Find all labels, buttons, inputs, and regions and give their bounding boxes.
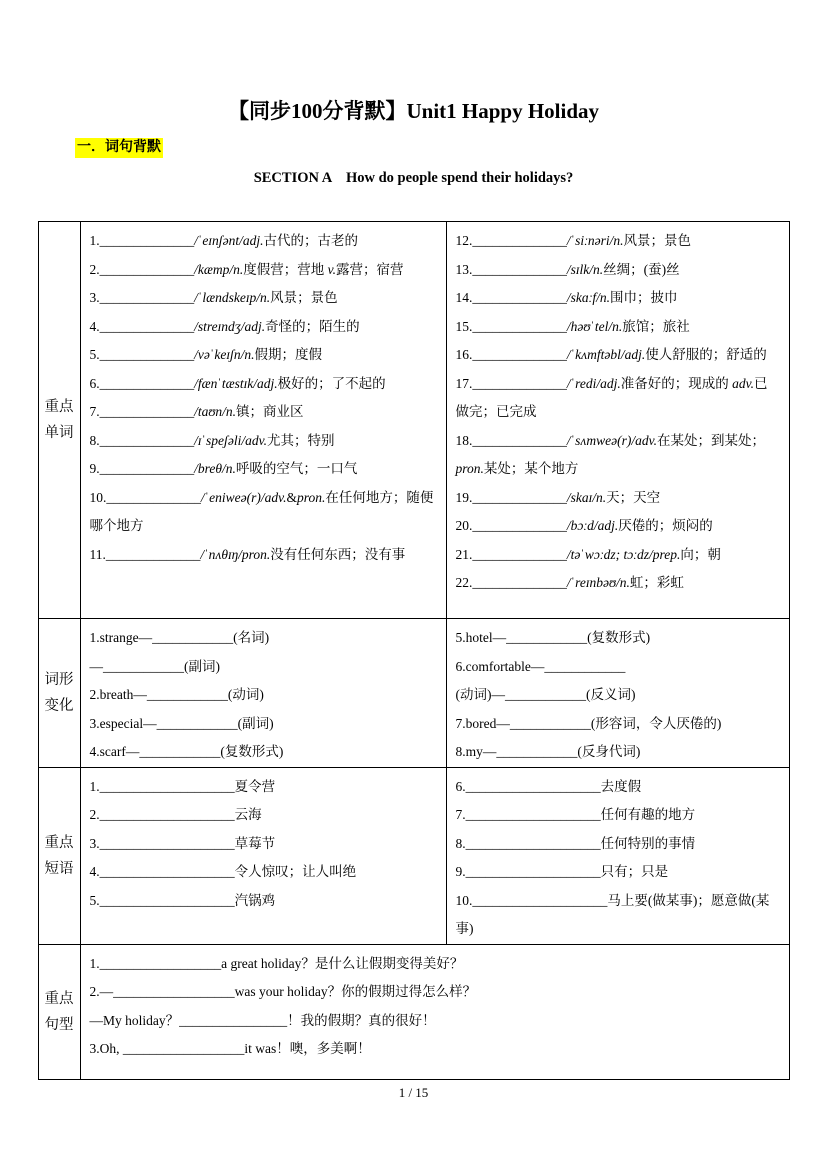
phonetic-or-pos: /vəˈkeɪʃn/ — [194, 347, 245, 362]
phonetic-or-pos: adj. — [242, 233, 264, 248]
section-heading: SECTION A How do people spend their holidays? — [253, 170, 574, 186]
row-header: 重点单词 — [38, 222, 80, 619]
phonetic-or-pos: /taʊn/ — [194, 404, 226, 419]
phonetic-or-pos: n. — [599, 290, 610, 305]
phonetic-or-pos: pron. — [297, 489, 326, 505]
entry-line: 7.____________________任何有趣的地方 — [455, 807, 696, 822]
entry-line: (动词)—____________(反义词) — [455, 687, 636, 702]
phonetic-or-pos: /breθ/ — [194, 461, 226, 476]
entry-line: 8.my—____________(反身代词) — [455, 744, 641, 759]
entry-line: 18.______________/ˈsʌmweə(r)/adv.在某处；到某处；pron.某处；某个地方 — [455, 432, 765, 476]
entry-line: 3.Oh, __________________it was！噢，多美啊！ — [89, 1041, 371, 1056]
entry-line: 21.______________/təˈwɔːdz; tɔːdz/prep.向；朝 — [455, 546, 721, 562]
phonetic-or-pos: n. — [233, 261, 244, 277]
entry-line: 5.hotel—____________(复数形式) — [455, 630, 651, 645]
entry-line: 6.comfortable—____________ — [455, 658, 626, 674]
entry-line: 4.______________/streɪndʒ/adj.奇怪的；陌生的 — [89, 318, 360, 334]
phonetic-or-pos: /ˈnʌθɪŋ/ — [200, 546, 242, 562]
phonetic-or-pos: adv. — [732, 375, 755, 391]
phonetic-or-pos: /kæmp/ — [194, 261, 234, 277]
phonetic-or-pos: /ˈsʌmweə(r)/ — [566, 432, 636, 448]
entry-line: 8.____________________任何特别的事情 — [455, 835, 696, 851]
phonetic-or-pos: /skɑːf/ — [566, 290, 600, 305]
page-title: 【同步100分背默】Unit1 Happy Holiday — [227, 99, 600, 123]
phonetic-or-pos: adj. — [600, 375, 621, 391]
entry-line: 9.____________________只有；只是 — [455, 864, 669, 879]
entry-line: 17.______________/ˈredi/adj.准备好的；现成的 adv.已做完；已完成 — [455, 375, 768, 419]
table-row — [38, 767, 789, 944]
phonetic-or-pos: n. — [260, 290, 271, 305]
phonetic-or-pos: adj. — [597, 518, 619, 533]
table-row — [38, 222, 789, 619]
entry-line: 3.____________________草莓节 — [89, 835, 276, 851]
section-label-highlighted: 一．词句背默 — [75, 138, 163, 158]
entry-line: 1.______________/ˈeɪnʃənt/adj.古代的；古老的 — [89, 233, 358, 248]
entry-line: 20.______________/bɔːd/adj.厌倦的；烦闷的 — [455, 518, 713, 533]
phonetic-or-pos: /ɪˈspeʃəli/ — [194, 432, 246, 448]
phonetic-or-pos: adv. — [264, 489, 287, 505]
phonetic-or-pos: v. — [327, 261, 336, 277]
phonetic-or-pos: /ˈlændskeɪp/ — [194, 290, 260, 305]
entry-line: 8.______________/ɪˈspeʃəli/adv.尤其；特别 — [89, 432, 335, 448]
entry-line: 10.______________/ˈeniweə(r)/adv.&pron.在任何地方；随便哪个地方 — [89, 489, 434, 533]
phonetic-or-pos: adj. — [257, 375, 278, 391]
phonetic-or-pos: /skaɪ/ — [566, 489, 596, 505]
entry-line: 14.______________/skɑːf/n.围巾；披巾 — [455, 290, 678, 305]
entry-line: 19.______________/skaɪ/n.天；天空 — [455, 489, 661, 505]
entry-line: 5.______________/vəˈkeɪʃn/n.假期；度假 — [89, 347, 322, 362]
section-label-row — [75, 138, 827, 158]
phonetic-or-pos: /ˈsiːnəri/ — [566, 233, 614, 248]
entry-line: 7.bored—____________(形容词，令人厌倦的) — [455, 715, 722, 731]
phonetic-or-pos: n. — [613, 233, 624, 248]
phonetic-or-pos: prep. — [652, 546, 681, 562]
entry-line: 11.______________/ˈnʌθɪŋ/pron.没有任何东西；没有事 — [89, 546, 406, 562]
entry-line: 9.______________/breθ/n.呼吸的空气；一口气 — [89, 461, 358, 476]
entry-line: —My holiday？________________！我的假期？真的很好！ — [89, 1012, 436, 1028]
entry-line: 1.__________________a great holiday？是什么让假期变得美好？ — [89, 955, 464, 971]
entry-line: 2.______________/kæmp/n.度假营；营地 v.露营；宿营 — [89, 261, 404, 277]
entry-line: 1.strange—____________(名词) — [89, 630, 270, 645]
table-row — [38, 619, 789, 768]
content-cell — [446, 767, 789, 944]
phonetic-or-pos: adj. — [244, 318, 266, 334]
content-cell — [446, 222, 789, 619]
entry-line: 1.____________________夏令营 — [89, 778, 276, 794]
row-header: 词形变化 — [38, 619, 80, 768]
phonetic-or-pos: n. — [612, 318, 623, 334]
vocab-table — [38, 221, 790, 1080]
phonetic-or-pos: /ˈreɪnbəʊ/ — [566, 575, 620, 590]
entry-line: 2.—__________________was your holiday？你的假期过得怎么样？ — [89, 984, 477, 999]
entry-line: 3.______________/ˈlændskeɪp/n.风景；景色 — [89, 290, 338, 305]
phonetic-or-pos: n. — [596, 489, 607, 505]
entry-line: 12.______________/ˈsiːnəri/n.风景；景色 — [455, 233, 691, 248]
row-header: 重点句型 — [38, 944, 80, 1079]
phonetic-or-pos: adj. — [624, 347, 646, 362]
content-cell — [80, 944, 789, 1079]
phonetic-or-pos: /həʊˈtel/ — [566, 318, 613, 334]
phonetic-or-pos: pron. — [455, 461, 484, 476]
phonetic-or-pos: adv. — [245, 432, 267, 448]
phonetic-or-pos: /ˈeɪnʃənt/ — [194, 233, 243, 248]
phonetic-or-pos: /təˈwɔːdz; tɔːdz/ — [566, 546, 653, 562]
entry-line: 15.______________/həʊˈtel/n.旅馆；旅社 — [455, 318, 690, 334]
content-cell — [80, 619, 446, 768]
phonetic-or-pos: /sɪlk/ — [566, 261, 593, 277]
phonetic-or-pos: adv. — [635, 432, 657, 448]
entry-line: 3.especial—____________(副词) — [89, 715, 274, 731]
entry-line: 13.______________/sɪlk/n.丝绸；(蚕)丝 — [455, 261, 680, 277]
entry-line: 2.breath—____________(动词) — [89, 687, 264, 702]
entry-line: 16.______________/ˈkʌmftəbl/adj.使人舒服的；舒适的 — [455, 347, 767, 362]
phonetic-or-pos: n. — [225, 461, 236, 476]
entry-line: 7.______________/taʊn/n.镇；商业区 — [89, 404, 304, 419]
entry-line: 6.____________________去度假 — [455, 778, 642, 794]
entry-line: 10.____________________马上要(做某事)；愿意做(某事) — [455, 892, 770, 936]
table-row — [38, 944, 789, 1079]
row-header: 重点短语 — [38, 767, 80, 944]
entry-line: 4.____________________令人惊叹；让人叫绝 — [89, 864, 357, 879]
entry-line: —____________(副词) — [89, 658, 220, 674]
phonetic-or-pos: n. — [593, 261, 604, 277]
phonetic-or-pos: /ˈeniweə(r)/ — [200, 489, 265, 505]
phonetic-or-pos: /streɪndʒ/ — [194, 318, 245, 334]
entry-line: 5.____________________汽锅鸡 — [89, 892, 276, 908]
content-cell — [80, 767, 446, 944]
page-number: 1 / 15 — [398, 1085, 429, 1100]
phonetic-or-pos: /ˈredi/ — [566, 375, 601, 391]
phonetic-or-pos: pron. — [241, 546, 271, 562]
entry-line: 4.scarf—____________(复数形式) — [89, 744, 284, 759]
entry-line: 22.______________/ˈreɪnbəʊ/n.虹；彩虹 — [455, 575, 684, 590]
entry-line: 2.____________________云海 — [89, 807, 262, 822]
phonetic-or-pos: /ˈkʌmftəbl/ — [566, 347, 625, 362]
phonetic-or-pos: n. — [619, 575, 630, 590]
phonetic-or-pos: n. — [244, 347, 255, 362]
phonetic-or-pos: /fænˈtæstɪk/ — [194, 375, 258, 391]
phonetic-or-pos: /bɔːd/ — [566, 518, 598, 533]
entry-line: 6.______________/fænˈtæstɪk/adj.极好的；了不起的 — [89, 375, 386, 391]
content-cell — [446, 619, 789, 768]
phonetic-or-pos: n. — [225, 404, 237, 419]
content-cell — [80, 222, 446, 619]
